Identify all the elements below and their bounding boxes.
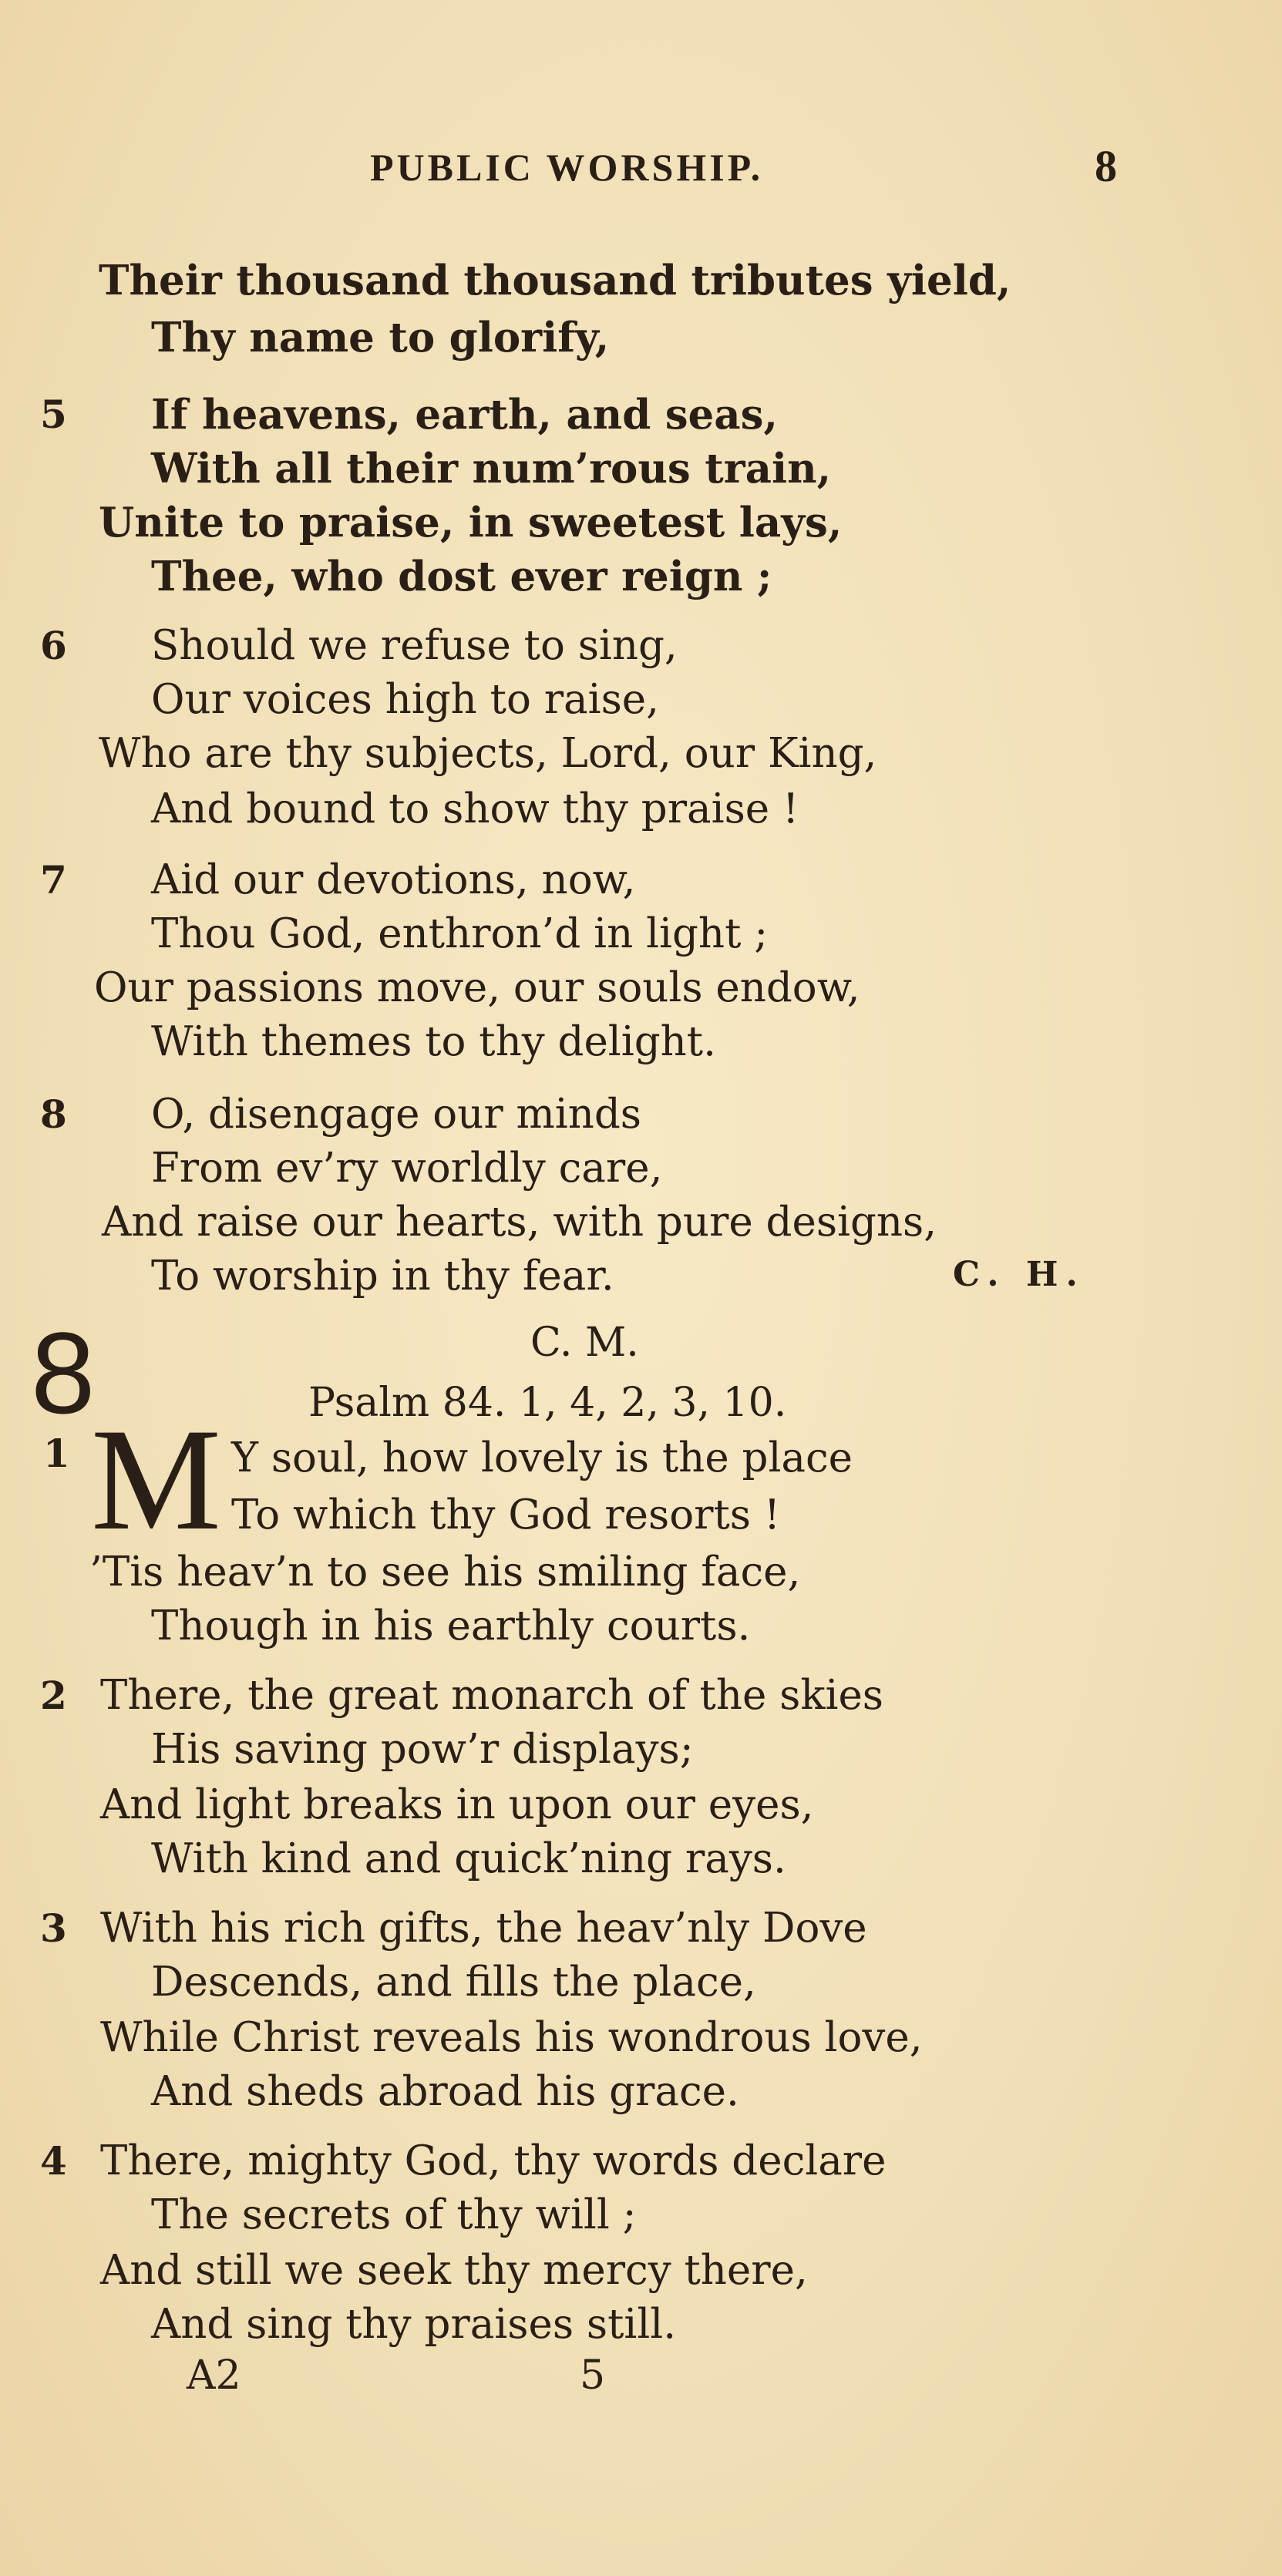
hymn-line: Thou God, enthron’d in light ; (151, 910, 769, 957)
hymn-meter: C. M. (530, 1320, 639, 1366)
verse-number: 2 (40, 1673, 67, 1718)
hymn-line: ’Tis heav’n to see his smiling face, (89, 1549, 801, 1596)
hymn-line: And bound to show thy praise ! (151, 785, 799, 832)
hymn-line: Unite to praise, in sweetest lays, (99, 499, 843, 546)
hymn-line: With his rich gifts, the heav’nly Dove (100, 1905, 867, 1952)
hymn-number: 8 (31, 1308, 96, 1438)
footer-number: 5 (580, 2352, 606, 2399)
psalm-reference: Psalm 84. 1, 4, 2, 3, 10. (308, 1380, 787, 1426)
hymn-line: To worship in thy fear. (151, 1253, 614, 1300)
verse-number: 3 (40, 1905, 67, 1951)
hymn-line: Our passions move, our souls endow, (94, 964, 860, 1011)
verse-number: 7 (40, 857, 67, 903)
hymn-line: Thy name to glorify, (151, 314, 610, 362)
page-number: 8 (1095, 141, 1117, 191)
verse-number: 6 (40, 623, 67, 668)
hymn-line: Who are thy subjects, Lord, our King, (99, 730, 877, 777)
hymn-line: To which thy God resorts ! (231, 1491, 781, 1539)
hymn-line: And sheds abroad his grace. (151, 2068, 739, 2115)
hymn-line: His saving pow’r displays; (151, 1726, 694, 1773)
hymn-line: While Christ reveals his wondrous love, (100, 2014, 923, 2061)
hymn-line: And light breaks in upon our eyes, (100, 1781, 814, 1828)
hymn-line: Aid our devotions, now, (151, 856, 636, 903)
hymn-line: Y soul, how lovely is the place (231, 1434, 853, 1481)
hymn-line: Thee, who dost ever reign ; (151, 553, 772, 600)
hymn-line: And sing thy praises still. (151, 2301, 677, 2348)
hymn-line: If heavens, earth, and seas, (151, 391, 778, 439)
drop-cap: M (91, 1399, 221, 1561)
hymn-line: Their thousand thousand tributes yield, (99, 257, 1011, 304)
hymn-line: With kind and quick’ning rays. (151, 1835, 786, 1882)
hymn-line: From ev’ry worldly care, (151, 1145, 663, 1192)
hymn-line: Descends, and fills the place, (151, 1959, 756, 2006)
signature-mark: A2 (187, 2352, 241, 2399)
hymn-line: The secrets of thy will ; (151, 2191, 637, 2238)
running-header (0, 141, 1282, 199)
hymn-line: There, mighty God, thy words declare (100, 2137, 887, 2184)
hymn-line: Our voices high to raise, (151, 676, 660, 723)
verse-number: 4 (40, 2138, 67, 2184)
hymn-line: O, disengage our minds (151, 1091, 641, 1138)
hymn-line: With all their num’rous train, (151, 445, 832, 493)
verse-number: 5 (40, 392, 67, 437)
verse-number: 8 (40, 1091, 67, 1137)
hymn-line: Though in his earthly courts. (151, 1602, 751, 1650)
hymn-line: Should we refuse to sing, (151, 622, 678, 669)
hymn-line: And still we seek thy mercy there, (100, 2247, 808, 2294)
attribution: C. H. (953, 1255, 1085, 1294)
verse-number: 1 (43, 1431, 70, 1476)
page-title: PUBLIC WORSHIP. (370, 146, 764, 189)
hymn-line: With themes to thy delight. (151, 1018, 716, 1065)
hymn-line: And raise our hearts, with pure designs, (102, 1199, 937, 1246)
hymn-line: There, the great monarch of the skies (100, 1672, 884, 1719)
